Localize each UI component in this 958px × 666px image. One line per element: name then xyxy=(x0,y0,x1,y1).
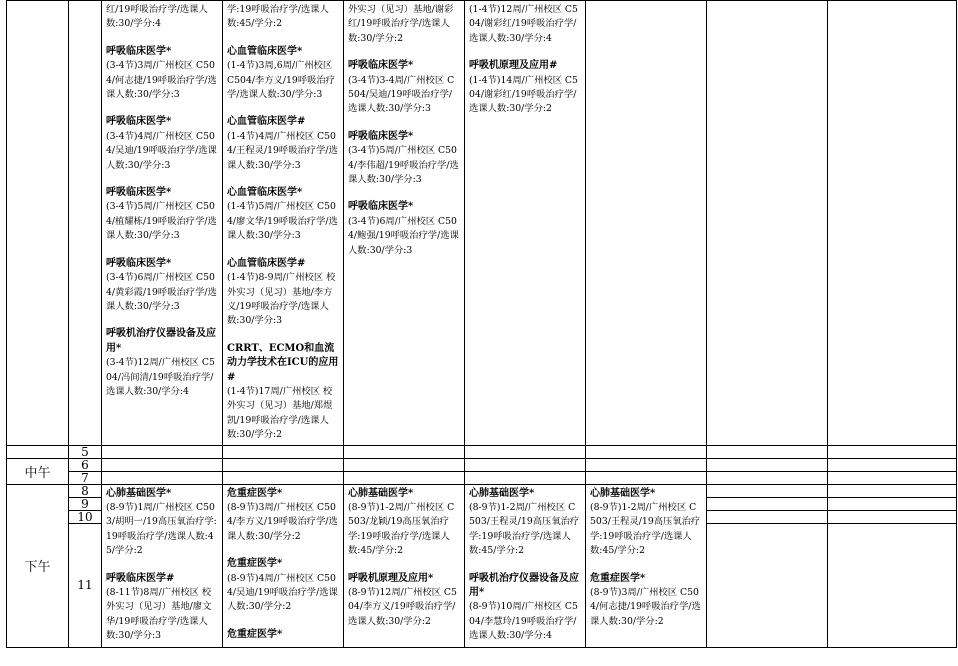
course-info: (1-4节)3周,6周/广州校区 C504/李方义/19呼吸治疗学/选课人数:30/学分:3 xyxy=(227,60,336,101)
course-info: (8-9节)1周/广州校区 C503/胡明一/19高压氧治疗学:19呼吸治疗学/选课人数:45/学分:2 xyxy=(106,501,217,557)
course-entry xyxy=(469,59,581,117)
course-name: 心血管临床医学* xyxy=(227,187,303,199)
course-name: 呼吸机原理及应用* xyxy=(348,572,434,584)
course-entry xyxy=(227,342,339,443)
empty-cell xyxy=(465,471,586,484)
course-entry xyxy=(348,130,460,188)
segment-label-noon: 中午 xyxy=(7,458,69,484)
course-entry xyxy=(106,257,218,315)
course-info: (8-9节)3周/广州校区 C504/何志捷/19呼吸治疗学/选课人数:30/学分:2 xyxy=(590,587,701,627)
empty-cell xyxy=(707,445,828,458)
course-info: (3-4节)12周/广州校区 C504/冯间清/19呼吸治疗学/选课人数:30/学分:4 xyxy=(106,357,215,397)
course-entry xyxy=(227,45,339,103)
empty-cell xyxy=(707,510,828,523)
course-entry xyxy=(348,59,460,117)
empty-cell xyxy=(102,445,223,458)
course-info: (3-4节)5周/广州校区 C504/李伟超/19呼吸治疗学/选课人数:30/学分:3 xyxy=(348,145,459,186)
course-entry xyxy=(106,572,218,644)
course-info: (8-11节)8周/广州校区 校外实习（见习）基地/廖文华/19呼吸治疗学/选课人数:30/学分:3 xyxy=(106,587,212,642)
empty-cell xyxy=(828,510,957,523)
course-entry xyxy=(469,487,581,559)
course-info: (8-9节)3周/广州校区 C504/李方义/19呼吸治疗学/选课人数:30/学分:2 xyxy=(227,501,338,542)
course-entry xyxy=(348,200,460,258)
course-name: 呼吸临床医学# xyxy=(106,572,175,584)
course-entry xyxy=(227,3,339,32)
course-entry xyxy=(227,257,339,329)
empty-cell xyxy=(223,458,344,471)
course-name: 呼吸临床医学* xyxy=(348,60,414,72)
course-cell xyxy=(344,484,465,647)
course-entry xyxy=(106,186,218,244)
course-entry xyxy=(227,628,339,642)
empty-cell xyxy=(465,458,586,471)
course-name: CRRT、ECMO和血流动力学技术在ICU的应用# xyxy=(227,342,339,383)
course-cell xyxy=(102,1,223,446)
empty-cell xyxy=(707,458,828,471)
course-name: 呼吸临床医学* xyxy=(106,116,172,128)
course-entry xyxy=(106,327,218,399)
course-info: (3-4节)6周/广州校区 C504/黄彩霞/19呼吸治疗学/选课人数:30/学分:3 xyxy=(106,272,217,312)
course-name: 危重症医学* xyxy=(227,628,283,640)
course-info: (3-4节)4周/广州校区 C504/吴迪/19呼吸治疗学/选课人数:30/学分:3 xyxy=(106,130,217,171)
empty-cell xyxy=(707,484,828,497)
course-name: 心肺基础医学* xyxy=(348,487,414,499)
empty-cell xyxy=(344,458,465,471)
empty-cell xyxy=(828,458,957,471)
course-cell xyxy=(223,1,344,446)
course-name: 心肺基础医学* xyxy=(106,487,172,499)
course-name: 心血管临床医学# xyxy=(227,257,306,269)
course-name: 呼吸临床医学* xyxy=(106,45,172,57)
course-entry xyxy=(227,487,339,545)
course-info: (8-9节)1-2周/广州校区 C503/龙颖/19高压氧治疗学:19呼吸治疗学/选课人数:45/学分:2 xyxy=(348,501,455,557)
period-number: 6 xyxy=(69,458,102,471)
empty-cell xyxy=(828,471,957,484)
empty-cell xyxy=(586,471,707,484)
course-entry xyxy=(227,186,339,244)
course-info: (1-4节)12周/广州校区 C504/谢彩红/19呼吸治疗学/选课人数:30/学分:4 xyxy=(469,4,578,44)
empty-cell xyxy=(707,471,828,484)
course-entry xyxy=(227,115,339,173)
course-name: 呼吸临床医学* xyxy=(348,130,414,142)
course-name: 危重症医学* xyxy=(227,558,283,570)
period-number: 7 xyxy=(69,471,102,484)
course-name: 危重症医学* xyxy=(590,572,646,584)
empty-cell xyxy=(465,445,586,458)
timetable xyxy=(6,0,957,648)
course-name: 呼吸机治疗仪器设备及应用* xyxy=(469,572,579,598)
empty-cell xyxy=(707,523,828,647)
course-info: (8-9节)12周/广州校区 C504/李方义/19呼吸治疗学/选课人数:30/学分:2 xyxy=(348,587,457,627)
course-name: 呼吸临床医学* xyxy=(106,257,172,269)
empty-cell xyxy=(586,445,707,458)
empty-cell xyxy=(707,1,828,446)
empty-cell xyxy=(828,523,957,647)
course-info: (1-4节)8-9周/广州校区 校外实习（见习）基地/李方义/19呼吸治疗学/选课人数:30/学分:3 xyxy=(227,272,336,327)
course-info: (8-9节)1-2周/广州校区 C503/王程灵/19高压氧治疗学:19呼吸治疗学/选课人数:45/学分:2 xyxy=(590,501,701,557)
course-info: 学:19呼吸治疗学/选课人数:45/学分:2 xyxy=(227,4,329,30)
course-info: (3-4节)3周/广州校区 C504/何志捷/19呼吸治疗学/选课人数:30/学分:3 xyxy=(106,60,217,101)
course-name: 心肺基础医学* xyxy=(469,487,535,499)
course-info: (8-9节)1-2周/广州校区 C503/王程灵/19高压氧治疗学:19呼吸治疗学/选课人数:45/学分:2 xyxy=(469,501,580,557)
empty-cell xyxy=(707,497,828,510)
course-name: 呼吸临床医学* xyxy=(348,201,414,213)
course-info: (3-4节)3-4周/广州校区 C504/吴迪/19呼吸治疗学/选课人数:30/学分:3 xyxy=(348,74,455,115)
period-cell xyxy=(69,1,102,446)
period-number: 10 xyxy=(69,510,102,523)
empty-cell xyxy=(586,458,707,471)
course-info: (3-4节)6周/广州校区 C504/鲍强/19呼吸治疗学/选课人数:30/学分:3 xyxy=(348,215,459,256)
course-info: (1-4节)4周/广州校区 C504/王程灵/19呼吸治疗学/选课人数:30/学分:3 xyxy=(227,130,338,171)
course-info: (1-4节)14周/广州校区 C504/谢彩红/19呼吸治疗学/选课人数:30/学分:2 xyxy=(469,74,578,115)
segment-label-afternoon: 下午 xyxy=(7,484,69,647)
course-name: 呼吸临床医学* xyxy=(106,187,172,199)
period-number: 9 xyxy=(69,497,102,510)
course-info: 红/19呼吸治疗学/选课人数:30/学分:4 xyxy=(106,4,208,30)
course-entry xyxy=(106,45,218,103)
empty-cell xyxy=(828,445,957,458)
empty-cell xyxy=(102,471,223,484)
course-info: (8-9节)4周/广州校区 C504/吴迪/19呼吸治疗学/选课人数:30/学分:2 xyxy=(227,572,338,613)
course-cell xyxy=(465,484,586,647)
course-info: (1-4节)17周/广州校区 校外实习（见习）基地/郑煜凯/19呼吸治疗学/选课人数:30/学分:2 xyxy=(227,385,333,441)
course-name: 心血管临床医学# xyxy=(227,116,306,128)
course-entry xyxy=(106,487,218,559)
course-entry xyxy=(106,115,218,173)
course-info: (1-4节)5周/广州校区 C504/廖文华/19呼吸治疗学/选课人数:30/学分:3 xyxy=(227,201,338,242)
course-cell xyxy=(586,484,707,647)
empty-cell xyxy=(223,445,344,458)
course-entry xyxy=(348,487,460,559)
period-number: 8 xyxy=(69,484,102,497)
segment-cell-morning xyxy=(7,1,69,446)
empty-cell xyxy=(344,445,465,458)
course-info: (8-9节)10周/广州校区 C504/李慧玲/19呼吸治疗学/选课人数:30/学分:4 xyxy=(469,601,578,642)
empty-cell xyxy=(344,471,465,484)
course-cell xyxy=(223,484,344,647)
course-entry xyxy=(469,3,581,46)
course-info: 外实习（见习）基地/谢彩红/19呼吸治疗学/选课人数:30/学分:2 xyxy=(348,4,454,44)
empty-cell xyxy=(828,1,957,446)
course-entry xyxy=(590,487,702,559)
course-entry xyxy=(348,572,460,630)
segment-cell-morning xyxy=(7,445,69,458)
period-number: 11 xyxy=(69,523,102,647)
empty-cell xyxy=(828,497,957,510)
course-entry xyxy=(227,557,339,615)
course-name: 心肺基础医学* xyxy=(590,487,656,499)
course-name: 危重症医学* xyxy=(227,487,283,499)
course-entry xyxy=(106,3,218,32)
course-cell xyxy=(465,1,586,446)
course-entry xyxy=(348,3,460,46)
empty-cell xyxy=(828,484,957,497)
course-entry xyxy=(469,572,581,644)
empty-cell xyxy=(586,1,707,446)
course-cell xyxy=(102,484,223,647)
course-name: 呼吸机原理及应用# xyxy=(469,60,558,72)
period-number: 5 xyxy=(69,445,102,458)
course-entry xyxy=(590,572,702,630)
empty-cell xyxy=(102,458,223,471)
empty-cell xyxy=(223,471,344,484)
course-cell xyxy=(344,1,465,446)
course-name: 心血管临床医学* xyxy=(227,45,303,57)
course-info: (3-4节)5周/广州校区 C504/植耀栋/19呼吸治疗学/选课人数:30/学分:3 xyxy=(106,201,217,242)
course-name: 呼吸机治疗仪器设备及应用* xyxy=(106,328,216,354)
